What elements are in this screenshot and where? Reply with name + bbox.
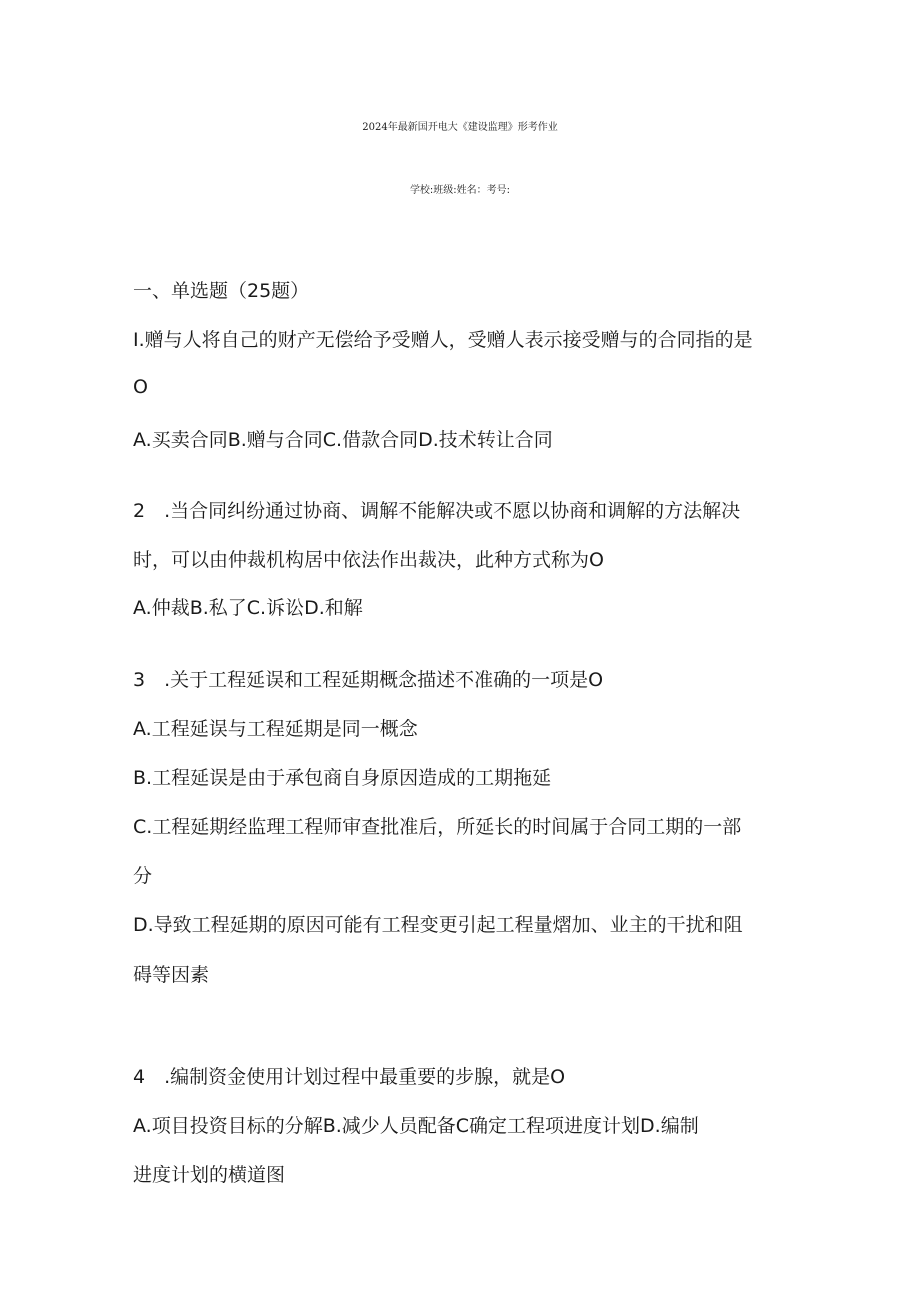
question-2-text-cont: 时，可以由仲裁机构居中依法作出裁决，此种方式称为O (133, 549, 604, 571)
question-3-option-d-cont: 碍等因素 (133, 964, 210, 986)
question-2-text: 2 .当合同纠纷通过协商、调解不能解决或不愿以协商和调解的方法解决 (133, 500, 741, 522)
question-1-text-cont: O (133, 376, 148, 398)
question-3-option-a: A.工程延误与工程延期是同一概念 (133, 718, 418, 740)
question-4-options: A.项目投资目标的分解B.减少人员配备C确定工程项进度计划D.编制 (133, 1115, 699, 1137)
question-4-options-cont: 进度计划的横道图 (133, 1164, 286, 1186)
document-title: 2024年最新国开电大《建设监理》形考作业 (362, 122, 558, 133)
question-3-text: 3 .关于工程延误和工程延期概念描述不准确的一项是O (133, 669, 604, 691)
question-3-option-b: B.工程延误是由于承包商自身原因造成的工期拖延 (133, 767, 552, 789)
question-4-text: 4 .编制资金使用计划过程中最重要的步腺，就是O (133, 1066, 566, 1088)
question-1-text: I.赠与人将自己的财产无偿给予受赠人，受赠人表示接受赠与的合同指的是 (133, 329, 753, 351)
question-3-option-d: D.导致工程延期的原因可能有工程变更引起工程量熠加、业主的干扰和阻 (133, 914, 743, 936)
student-info-line: 学校:班级:姓名：考号: (409, 185, 511, 196)
question-1-options: A.买卖合同B.赠与合同C.借款合同D.技术转让合同 (133, 429, 553, 451)
question-3-option-c: C.工程延期经监理工程师审查批准后，所延长的时间属于合同工期的一部 (133, 816, 742, 838)
question-2-options: A.仲裁B.私了C.诉讼D.和解 (133, 597, 363, 619)
section-heading: 一、单选题（25题） (133, 280, 310, 302)
question-3-option-c-cont: 分 (133, 865, 153, 887)
